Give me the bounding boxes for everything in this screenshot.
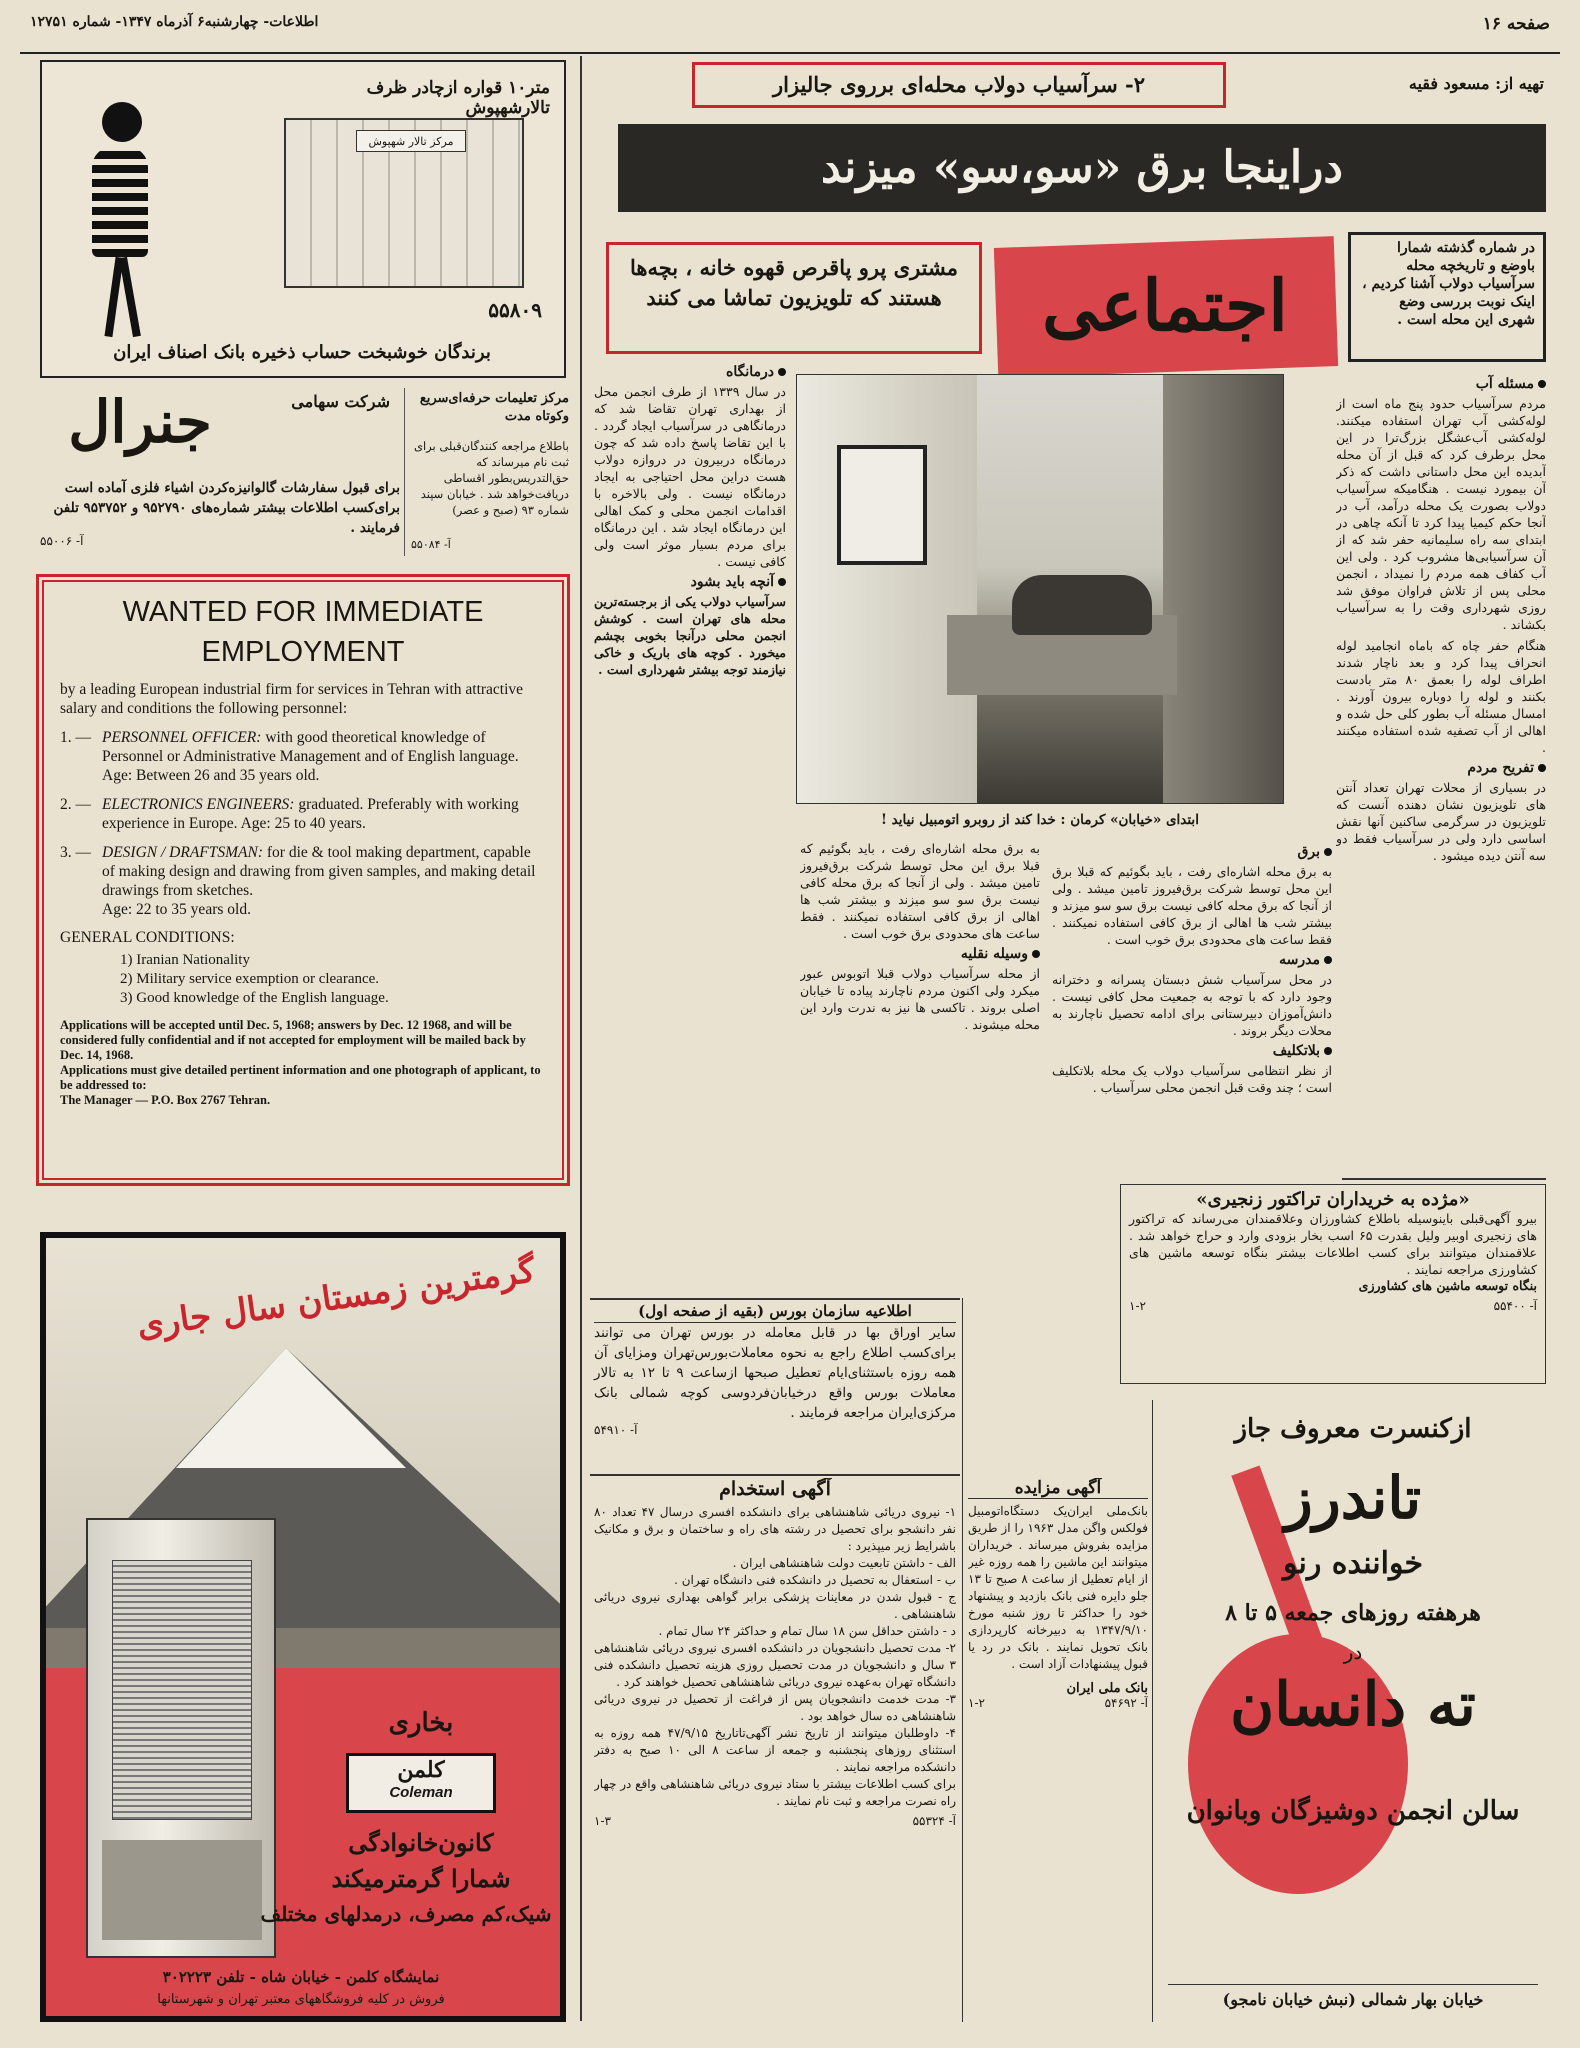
auction-title: آگهی مزایده (968, 1478, 1148, 1499)
headline: دراینجا برق «سو،سو» میزند (618, 124, 1546, 212)
bourse-ad (594, 1302, 956, 1470)
vocational-code: آ- ۵۵۰۸۴ (411, 538, 451, 551)
auction-body: بانک‌ملی ایران‌یک دستگاه‌اتومبیل فولکس واگن مدل ۱۹۶۳ را از طریق مزایده بفروش میرساند . خریداران میتوانند این ماشین را همه روزه غیر از ایام تعطیل از ساعت ۸ صبح تا ۱۳ جلو دایره فنی بانک بازدید و پیشنهاد خود را حداکثر تا روز شنبه مورخ ۱۳۴۷/۹/۱۰ به دبیرخانه کارپردازی بانک تحویل نمایند . بانک در رد یا قبول پیشنهادات آزاد است . (968, 1504, 1148, 1671)
general-code: آ- ۵۵۰۰۶ (40, 534, 84, 548)
author: تهیه از: مسعود فقیه (1408, 74, 1544, 93)
subhead-unclear (1052, 1043, 1332, 1060)
auction-code: آ- ۵۴۶۹۲ (1104, 1696, 1148, 1710)
coleman-logo (346, 1753, 496, 1813)
coleman-line1: کانون‌خانوادگی (348, 1828, 494, 1857)
water-text: مردم سرآسیاب حدود پنج ماه است از لوله‌کشی آب تهران استفاده میکنند. لوله‌کشی آب‌عشگل بزرگ‌ترا در این محل برطرف کرد که قبل از آن محله آبدیده این محل داستانی داشت که ذکر آن بیمورد نیست . هنگامیکه سرآسیاب دولاب بصورت یک محله درآمد، آب در آنجا حکم کیمیا پیدا کرد تا آنکه چاهی در ابتدای سه راه سلیمانیه حفر شد که از آن سرآسیابی‌ها مشروب کرد . ولی این آب کفاف همه مردم را نمیداد ، انجمن محلی پس از تلاش فراوان موفق شد روزی شهرداری وقت را به سرآسیاب بکشاند . (1336, 396, 1546, 632)
subhead-should (594, 574, 786, 591)
singer-rule (1168, 1984, 1538, 1985)
recruit-code-2: ۱-۳ (594, 1814, 611, 1828)
recruit-item: ۱- نیروی دریائی شاهنشاهی برای دانشکده افسری درسال ۴۷ تعداد ۸۰ نفر دانشجو برای تحصیل در رشته های راه و ساختمان و برق و مکانیک باشرایط زیر میپذیرد : (594, 1505, 956, 1553)
transport-intro: به برق محله اشاره‌ای رفت ، باید بگوئیم که قبلا برق این محل توسط شرکت برق‌فیروز تامین میشد . ولی از آنجا که برق محله کافی نیست برق سو سو میزند و بیشتر شب ها اهالی از برق کافی استفاده نمیکنند . فقط ساعت های محدودی برق خوب است . (800, 841, 1040, 941)
conditions-title: GENERAL CONDITIONS: (60, 929, 235, 946)
vocational-body: باطلاع مراجعه کنندگان‌قبلی برای ثبت نام میرساند که حق‌التدریس‌بطور اقساطی دریافت‌خواهد شد . خیابان سپند شماره ۹۳ (صبح و عصر) (413, 439, 569, 517)
coleman-brand-en: Coleman (389, 1784, 453, 1801)
singer-line4: در (1343, 1640, 1363, 1664)
coleman-dealers-2: فروش در کلیه فروشگاههای معتبر تهران و شهرستانها (157, 1992, 445, 2007)
bullet-icon (1324, 848, 1332, 856)
recruit-item: ۳- مدت خدمت دانشجویان پس از فراغت از تحصیل در نیروی دریائی شاهنشاهی ده سال خواهد بود . (594, 1692, 956, 1723)
deck: مشتری پرو پاقرص قهوه خانه ، بچه‌ها هستند که تلویزیون تماشا می کنند (606, 242, 982, 354)
transport-text: از محله سرآسیاب دولاب قبلا اتوبوس عبور میکرد ولی اکنون مردم ناچارند پیاده تا خیابان اصلی بروند . تاکسی ها نیز به ندرت وارد این محله میشوند . (800, 966, 1040, 1032)
should-text: سرآسیاب دولاب یکی از برجسته‌ترین محله های تهران است . کوشش انجمن محلی درآنجا بخوبی بچشم میخورد . کوچه های باریک و خاکی نیازمند توجه بیشتر شهرداری است . (594, 594, 786, 677)
coleman-brand-fa: کلمن (397, 1757, 445, 1783)
jobs-intro: by a leading European industrial firm for services in Tehran with attractive salary and conditions the following personnel: (60, 681, 524, 717)
bullet-icon (1324, 956, 1332, 964)
column-water (1336, 372, 1546, 1102)
subhead-text: آنچه باید بشود (690, 574, 774, 590)
bourse-body: سایر اوراق بها در قابل معامله در بورس تهران می توانند برای‌کسب اطلاع راجع به نحوه معاملات‌بورس‌تهران ومزایای آن همه روزه باستثنای‌ایام تعطیل صبحها ازساعت ۹ تا ۱۲ به تالار معاملات بورس واقع درخیابان‌فردوسی کوچه شمالی بانک مرکزی‌ایران مراجعه فرمایند . (594, 1325, 957, 1421)
coleman-line3: شیک،کم مصرف، درمدلهای مختلف (260, 1902, 552, 1926)
recruit-codes (594, 1814, 956, 1828)
street-photo (796, 374, 1284, 804)
general-body: برای قبول سفارشات گالوانیزه‌کردن اشیاء فلزی آماده است برای‌کسب اطلاعات بیشتر شماره‌های ۹۵۲۷۹۰ و ۹۵۳۷۵۲ تلفن فرمایند . (53, 480, 400, 536)
jobs-footer-3: The Manager — P.O. Box 2767 Tehran. (60, 1093, 271, 1107)
position-num: 2. — (60, 796, 91, 813)
power-text: به برق محله اشاره‌ای رفت ، باید بگوئیم که قبلا برق این محل توسط شرکت برق‌فیروز تامین میشد . ولی از آنجا که برق محله کافی نیست برق سو سو میزند و بیشتر شب ها اهالی از برق کافی استفاده نمیکنند . فقط ساعت های محدودی برق خوب است . (1052, 864, 1332, 947)
series-title: ۲- سرآسیاب دولاب محله‌ای برروی جالیزار (692, 62, 1226, 108)
subhead-water (1336, 376, 1546, 393)
jobs-title-2: EMPLOYMENT (201, 636, 405, 668)
recruit-item: د - داشتن حداقل سن ۱۸ سال تمام و حداکثر ۲۴ سال تمام . (658, 1624, 956, 1638)
recruit-body (594, 1504, 956, 1810)
recruit-ad (594, 1478, 956, 2022)
tractor-code: آ- ۵۵۴۰۰ (1493, 1299, 1537, 1313)
coleman-ad (40, 1232, 566, 2022)
subhead-text: تفریح مردم (1467, 760, 1534, 776)
subhead-text: بلاتکلیف (1272, 1043, 1320, 1059)
position-text: with good theoretical knowledge of Personnel or Administrative Management and of English language. (102, 729, 519, 765)
position-1 (60, 728, 546, 785)
heater-grille (112, 1560, 252, 1820)
condition-item: 3) Good knowledge of the English language. (120, 990, 389, 1006)
salon-storefront (284, 118, 524, 288)
subhead-text: مسئله آب (1475, 376, 1534, 392)
singer-venue: ته دانسان (1230, 1670, 1476, 1740)
jobs-footer-1: Applications will be accepted until Dec. 5, 1968; answers by Dec. 12 1968, and will be considered fully confidential and if not accepted for employment will be mailed back by Dec. 14, 1968. (60, 1018, 526, 1062)
bourse-title: اطلاعیه سازمان بورس (بقیه از صفحه اول) (594, 1302, 956, 1323)
jobs-ad (36, 574, 570, 1186)
bullet-icon (778, 368, 786, 376)
photo-wall-left (797, 375, 977, 803)
recruit-item: ب - استعفال به تحصیل در دانشکده فنی دانشگاه تهران . (674, 1573, 956, 1587)
singer-ad (1158, 1404, 1546, 2022)
general-company: شرکت سهامی (291, 392, 390, 411)
recruit-title: آگهی استخدام (719, 1478, 831, 1500)
position-title: PERSONNEL OFFICER: (102, 729, 262, 746)
salon-ad-top: متر۱۰ قواره ازچادر ظرف تالارشهپوش (366, 78, 550, 118)
singer-line1: ازکنسرت معروف جاز (1234, 1414, 1472, 1444)
column-divider-right (1152, 1400, 1153, 2022)
heater-base (102, 1840, 262, 1940)
photo-window (837, 445, 927, 565)
mountain-snow (176, 1348, 406, 1468)
column-clinic (594, 360, 786, 1300)
subhead-text: برق (1297, 844, 1320, 860)
general-logo: جنرال (68, 388, 212, 456)
auction-codes (968, 1696, 1148, 1710)
jobs-footer-2: Applications must give detailed pertinent information and one photograph of applicant, to be addressed to: (60, 1063, 541, 1092)
subhead-text: درمانگاه (726, 364, 774, 380)
position-age: Age: Between 26 and 35 years old. (102, 767, 320, 784)
recruit-item: ۴- داوطلبان میتوانند از تاریخ نشر آگهی‌تاتاریخ ۴۷/۹/۱۵ همه روزه به استثنای روزهای پنجشنبه و جمعه از ساعت ۸ الی ۱۰ صبح به دفتر دانشکده مراجعه نمایند . (594, 1726, 956, 1774)
jobs-title-1: WANTED FOR IMMEDIATE (122, 596, 484, 628)
bullet-icon (1538, 764, 1546, 772)
coleman-type: بخاری (388, 1708, 454, 1738)
column-transport (800, 840, 1040, 1310)
recruit-rule (590, 1474, 960, 1476)
coleman-slogan: گرمترین زمستان سال جاری (134, 1250, 538, 1346)
subhead-fun (1336, 760, 1546, 777)
singer-line5: سالن انجمن دوشیزگان وبانوان (1186, 1796, 1520, 1826)
vocational-ad (404, 388, 570, 556)
school-text: در محل سرآسیاب شش دبستان پسرانه و دخترانه وجود دارد که با توجه به جمعیت محل کافی نیست . دانش‌آموزان دبیرستانی برای ادامه تحصیل ناچارند به محلات دیگر بروند . (1052, 972, 1332, 1038)
heater-icon (86, 1518, 276, 1958)
subhead-transport (800, 946, 1040, 963)
bourse-code: آ- ۵۴۹۱۰ (594, 1423, 638, 1437)
tractor-sign: بنگاه توسعه ماشین های کشاورزی (1358, 1278, 1537, 1293)
subhead-clinic (594, 364, 786, 381)
bullet-icon (778, 578, 786, 586)
bullet-icon (1324, 1047, 1332, 1055)
recruit-code: آ- ۵۵۳۲۴ (912, 1814, 956, 1828)
position-3 (60, 843, 546, 919)
condition-item: 1) Iranian Nationality (120, 952, 250, 968)
section-label: اجتماعی (1042, 264, 1288, 347)
subhead-text: وسیله نقلیه (960, 946, 1028, 962)
subhead-power (1052, 844, 1332, 861)
clinic-text: در سال ۱۳۳۹ از طرف انجمن محل از بهداری تهران تقاضا شد که درمانگاهی در سرآسیاب ایجاد گردد . با این تقاضا پاسخ داده شد که چون درمانگاه دربیرون در دروازه دولاب هست دراین محل احتیاجی به ایجاد درمانگاه نیست . ولی بالاخره با اقدامات انجمن محلی و کمک اهالی این درمانگاه ایجاد شد . این درمانگاه برای مردم بسیار موثر است ولی کافی نیست . (594, 384, 786, 569)
general-ad (40, 388, 400, 556)
tractor-ad (1120, 1184, 1546, 1384)
photo-wall-right (1163, 375, 1283, 803)
dancer-head-icon (102, 102, 142, 142)
unclear-text: از نظر انتظامی سرآسیاب دولاب یک محله بلاتکلیف است ؛ چند وقت قبل انجمن محلی سرآسیاب . (1052, 1063, 1332, 1095)
subhead-text: مدرسه (1279, 952, 1320, 968)
header-rule (20, 52, 1560, 54)
position-age: Age: 22 to 35 years old. (102, 901, 251, 918)
bullet-icon (1032, 950, 1040, 958)
tractor-code-2: ۱-۲ (1129, 1299, 1146, 1313)
auction-sign: بانک ملی ایران (1066, 1681, 1148, 1696)
column-divider-left (580, 56, 582, 2021)
salon-ad-bottom: برندگان خوشبخت حساب ذخیره بانک اصناف ایران (113, 342, 491, 363)
position-2 (60, 795, 546, 833)
singer-address: خیابان بهار شمالی (نبش خیابان نامجو) (1222, 1990, 1484, 2009)
position-num: 1. — (60, 729, 91, 746)
bourse-rule (590, 1298, 960, 1300)
position-text: for die & tool making department, capable of making design and drawing from given samples, and making detail drawings from sketches. (102, 844, 536, 899)
recruit-item: برای کسب اطلاعات بیشتر با ستاد نیروی دریائی شاهنشاهی واقع در چهار راه نصرت مراجعه و ثبت نام نمایند . (594, 1777, 956, 1808)
recruit-item: ج - قبول شدن در معاینات پزشکی برابر گواهی بهداری نیروی دریائی شاهنشاهی . (594, 1590, 956, 1621)
position-text: graduated. Preferably with working experience in Europe. Age: 25 to 40 years. (102, 796, 519, 832)
singer-line2: خواننده رنو (1282, 1546, 1424, 1581)
salon-sign: مرکز تالار شهپوش (356, 130, 466, 152)
tractor-title: «مژده به خریداران تراکتور زنجیری» (1196, 1189, 1470, 1210)
salon-ad (40, 60, 566, 378)
coleman-dealers: نمایشگاه کلمن - خیابان شاه - تلفن ۳۰۲۲۲۳ (162, 1968, 440, 1986)
fun-text: در بسیاری از محلات تهران تعداد آنتن های تلویزیون نشان دهنده آنست که تلویزیون در سرگرمی ساکنین آنها نقش اساسی دارد ولی در سرآسیاب فقط دو سه آنتن دیده میشود . (1336, 780, 1546, 863)
bullet-icon (1538, 380, 1546, 388)
salon-phone: ۵۵۸۰۹ (488, 298, 542, 322)
condition-item: 2) Military service exemption or clearance. (120, 971, 380, 987)
water-text-2: هنگام حفر چاه که باماه انجامید لوله انحراف پیدا کرد و بعد ناچار شدند اطراف لوله را بعمق ۸۰ متر بادست بکنند و لوله را دوباره بیرون آورند . امسال مسئله آب بطور کلی حل شده و اهالی از آب تصفیه شده استفاده میکنند . (1336, 638, 1546, 755)
conditions-list (60, 951, 546, 1008)
subhead-school (1052, 952, 1332, 969)
tractor-codes (1129, 1299, 1537, 1313)
column-divider-mid (962, 1298, 963, 2022)
auction-code-2: ۱-۲ (968, 1696, 985, 1710)
coleman-line2: شمارا گرمترمیکند (331, 1864, 511, 1893)
recruit-item: ۲- مدت تحصیل دانشجویان در دانشکده افسری نیروی دریائی شاهنشاهی ۳ سال و دانشجویان در مدت تحصیل روزی هزینه تحصیل دانشکده فنی دانشگاه تهران به‌عهده نیروی دریائی شاهنشاهی تحصیل خواهند کرد . (594, 1641, 956, 1689)
car-icon (1012, 575, 1152, 635)
photo-caption: ابتدای «خیابان» کرمان : خدا کند از روبرو اتومبیل نیاید ! (881, 812, 1199, 828)
dancer-leg-icon (119, 257, 141, 337)
page-number: صفحه ۱۶ (1482, 14, 1550, 34)
dancer-figure-icon (92, 147, 148, 257)
intro-box: در شماره گذشته شمارا باوضع و تاریخچه محله سرآسیاب دولاب آشنا کردیم ، اینک نوبت بررسی وضع شهری این محله است . (1348, 232, 1546, 362)
singer-name: تاندرز (1284, 1464, 1422, 1532)
position-title: DESIGN / DRAFTSMAN: (102, 844, 264, 861)
recruit-item: الف - داشتن تابعیت دولت شاهنشاهی ایران . (732, 1556, 956, 1570)
vocational-title: مرکز تعلیمات حرفه‌ای‌سریع وکوتاه مدت (419, 391, 569, 424)
auction-ad (968, 1478, 1148, 2018)
masthead: اطلاعات- چهارشنبه۶ آذرماه ۱۳۴۷- شماره ۱۲۷۵۱ (30, 14, 319, 30)
singer-line3: هرهفته روزهای جمعه ۵ تا ۸ (1225, 1600, 1481, 1626)
position-title: ELECTRONICS ENGINEERS: (102, 796, 295, 813)
position-num: 3. — (60, 844, 91, 861)
tractor-body: بیرو آگهی‌قبلی باینوسیله باطلاع کشاورزان وعلاقمندان می‌رساند که تراکتور های زنجیری اوبیر ولیل بقدرت ۶۵ اسب بخار بزودی وارد و حراج خواهد شد . علاقمندان میتوانند برای کسب اطلاعات بیشتر بنگاه توسعه ماشین های کشاورزی مراجعه نمایند . (1129, 1211, 1537, 1277)
tractor-rule (1342, 1178, 1546, 1180)
